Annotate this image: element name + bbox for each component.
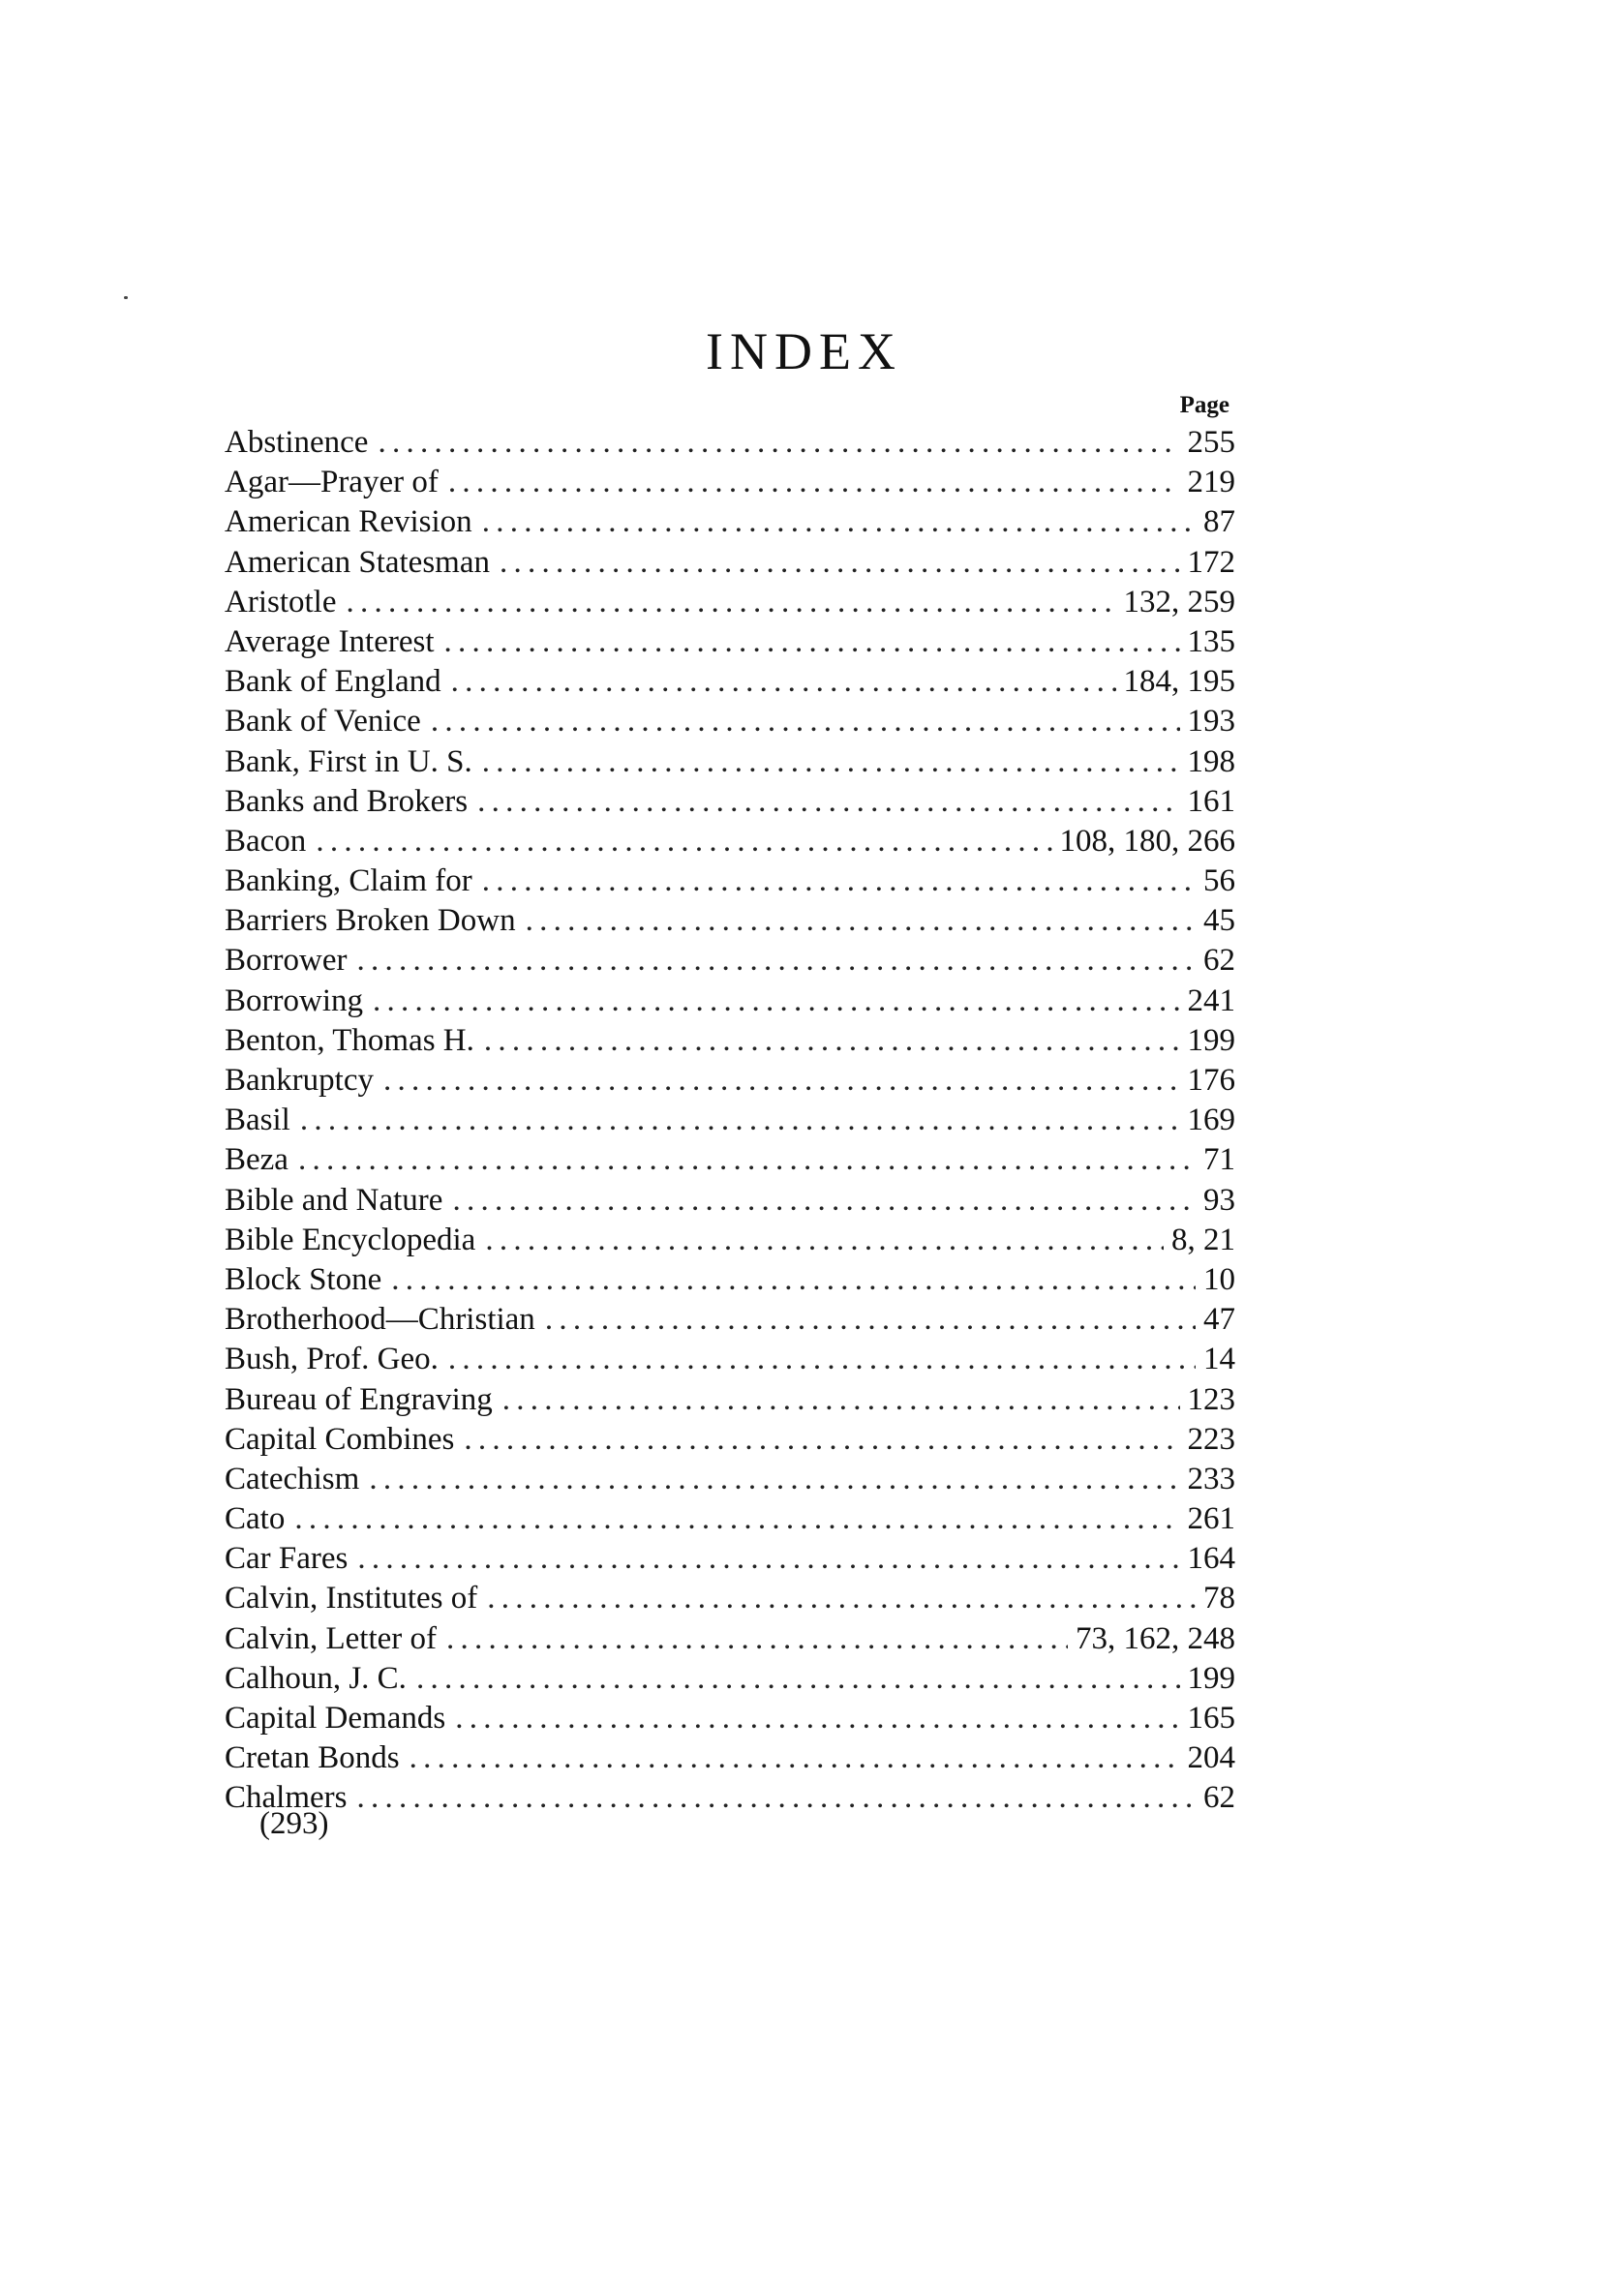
dot-leader: [526, 901, 1196, 941]
index-entry: [225, 1699, 1235, 1738]
index-term: Benton, Thomas H.: [225, 1022, 474, 1058]
dot-leader: [446, 1619, 1068, 1659]
index-page-refs: 184, 195: [1123, 664, 1235, 700]
index-term: American Revision: [225, 504, 472, 540]
index-entry: [225, 1061, 1235, 1101]
index-page-refs: 62: [1203, 1780, 1235, 1816]
index-term: Abstinence: [225, 425, 369, 460]
ink-speck: [124, 296, 128, 299]
index-entry: [225, 1420, 1235, 1460]
index-page-refs: 233: [1187, 1461, 1235, 1496]
dot-leader: [448, 1340, 1196, 1379]
index-entry: [225, 1499, 1235, 1539]
index-page-refs: 169: [1187, 1103, 1235, 1138]
index-entry: [225, 502, 1235, 542]
index-term: Calvin, Letter of: [225, 1620, 438, 1656]
index-term: Block Stone: [225, 1261, 382, 1297]
index-term: Beza: [225, 1142, 288, 1178]
index-entry: [225, 583, 1235, 622]
index-page-refs: 219: [1187, 465, 1235, 500]
index-entry: [225, 742, 1235, 782]
dot-leader: [444, 622, 1180, 662]
dot-leader: [452, 1181, 1196, 1221]
index-term: Catechism: [225, 1461, 360, 1496]
dot-leader: [487, 1579, 1196, 1618]
index-term: Capital Combines: [225, 1421, 455, 1457]
dot-leader: [383, 1061, 1180, 1101]
index-page-refs: 223: [1187, 1421, 1235, 1457]
dot-leader: [477, 782, 1179, 822]
dot-leader: [356, 941, 1196, 981]
index-page-refs: 176: [1187, 1063, 1235, 1098]
index-term: Bank of Venice: [225, 704, 421, 740]
index-page-refs: 14: [1203, 1342, 1235, 1377]
dot-leader: [294, 1499, 1179, 1539]
dot-leader: [545, 1300, 1196, 1340]
index-term: Banks and Brokers: [225, 783, 469, 819]
index-entry: [225, 463, 1235, 502]
index-page-refs: 45: [1203, 903, 1235, 939]
dot-leader: [455, 1699, 1179, 1738]
dot-leader: [378, 423, 1179, 463]
index-page-refs: 165: [1187, 1701, 1235, 1736]
index-entry: [225, 1539, 1235, 1579]
index-page-refs: 108, 180, 266: [1059, 823, 1235, 859]
index-page-refs: 71: [1203, 1142, 1235, 1178]
index-term: Basil: [225, 1103, 290, 1138]
dot-leader: [356, 1778, 1196, 1818]
page-column-label: Page: [1179, 392, 1229, 418]
dot-leader: [298, 1140, 1196, 1180]
dot-leader: [373, 982, 1180, 1021]
index-term: Brotherhood—Christian: [225, 1302, 535, 1338]
index-term: Borrower: [225, 943, 348, 979]
index-entry: [225, 1101, 1235, 1140]
index-entry: [225, 1460, 1235, 1499]
index-page-refs: 199: [1187, 1660, 1235, 1696]
index-entry: [225, 1778, 1235, 1818]
dot-leader: [502, 1380, 1180, 1420]
index-list: [225, 423, 1235, 1819]
dot-leader: [500, 543, 1180, 583]
index-page-refs: 261: [1187, 1501, 1235, 1537]
index-entry: [225, 702, 1235, 741]
index-entry: [225, 1181, 1235, 1221]
index-entry: [225, 1340, 1235, 1379]
index-page-refs: 87: [1203, 504, 1235, 540]
index-term: Chalmers: [225, 1780, 348, 1816]
dot-leader: [431, 702, 1180, 741]
index-term: American Statesman: [225, 544, 490, 580]
index-entry: [225, 941, 1235, 981]
index-term: Bureau of Engraving: [225, 1381, 493, 1417]
index-entry: [225, 1380, 1235, 1420]
index-term: Bankruptcy: [225, 1063, 374, 1098]
index-page-refs: 255: [1187, 425, 1235, 460]
index-entry: [225, 1300, 1235, 1340]
index-term: Capital Demands: [225, 1701, 446, 1736]
dot-leader: [391, 1260, 1196, 1300]
index-term: Cretan Bonds: [225, 1740, 400, 1776]
index-term: Bank of England: [225, 664, 441, 700]
index-entry: [225, 662, 1235, 702]
index-term: Agar—Prayer of: [225, 465, 439, 500]
index-term: Borrowing: [225, 982, 363, 1018]
index-entry: [225, 622, 1235, 662]
index-page-refs: 78: [1203, 1581, 1235, 1616]
index-entry: [225, 901, 1235, 941]
dot-leader: [346, 583, 1115, 622]
index-page-refs: 164: [1187, 1541, 1235, 1577]
page-title: INDEX: [706, 322, 902, 380]
index-term: Barriers Broken Down: [225, 903, 516, 939]
index-entry: [225, 782, 1235, 822]
index-entry: [225, 822, 1235, 861]
index-term: Bank, First in U. S.: [225, 743, 472, 779]
dot-leader: [448, 463, 1180, 502]
index-page-refs: 132, 259: [1123, 584, 1235, 619]
index-term: Calvin, Institutes of: [225, 1581, 478, 1616]
index-page-refs: 193: [1187, 704, 1235, 740]
index-term: Banking, Claim for: [225, 863, 472, 899]
index-entry: [225, 1619, 1235, 1659]
index-page-refs: 172: [1187, 544, 1235, 580]
dot-leader: [369, 1460, 1179, 1499]
index-page-refs: 47: [1203, 1302, 1235, 1338]
index-term: Cato: [225, 1501, 286, 1537]
index-page-refs: 73, 162, 248: [1076, 1620, 1235, 1656]
dot-leader: [451, 662, 1116, 702]
index-entry: [225, 1221, 1235, 1260]
index-entry: [225, 1260, 1235, 1300]
index-page-refs: 8, 21: [1171, 1222, 1235, 1257]
index-term: Calhoun, J. C.: [225, 1660, 407, 1696]
index-entry: [225, 423, 1235, 463]
index-term: Aristotle: [225, 584, 337, 619]
index-entry: [225, 1021, 1235, 1061]
index-page-refs: 198: [1187, 743, 1235, 779]
index-entry: [225, 1738, 1235, 1778]
index-page-refs: 199: [1187, 1022, 1235, 1058]
index-entry: [225, 861, 1235, 901]
dot-leader: [485, 1221, 1164, 1260]
index-entry: [225, 543, 1235, 583]
index-term: Bacon: [225, 823, 307, 859]
dot-leader: [464, 1420, 1179, 1460]
index-term: Bible Encyclopedia: [225, 1222, 476, 1257]
dot-leader: [482, 502, 1196, 542]
index-term: Bible and Nature: [225, 1182, 443, 1218]
page-number: (293): [259, 1806, 329, 1841]
index-page-refs: 161: [1187, 783, 1235, 819]
index-page-refs: 135: [1187, 623, 1235, 659]
index-term: Average Interest: [225, 623, 435, 659]
dot-leader: [482, 861, 1196, 901]
index-term: Bush, Prof. Geo.: [225, 1342, 439, 1377]
index-page-refs: 204: [1187, 1740, 1235, 1776]
index-entry: [225, 982, 1235, 1021]
index-page-refs: 10: [1203, 1261, 1235, 1297]
dot-leader: [410, 1738, 1180, 1778]
dot-leader: [482, 742, 1180, 782]
dot-leader: [416, 1659, 1180, 1699]
index-entry: [225, 1140, 1235, 1180]
index-page-refs: 62: [1203, 943, 1235, 979]
dot-leader: [316, 822, 1051, 861]
dot-leader: [300, 1101, 1180, 1140]
index-entry: [225, 1659, 1235, 1699]
index-page-refs: 241: [1187, 982, 1235, 1018]
index-page-refs: 123: [1187, 1381, 1235, 1417]
dot-leader: [357, 1539, 1179, 1579]
index-page-refs: 56: [1203, 863, 1235, 899]
index-page-refs: 93: [1203, 1182, 1235, 1218]
index-entry: [225, 1579, 1235, 1618]
index-term: Car Fares: [225, 1541, 349, 1577]
dot-leader: [484, 1021, 1180, 1061]
